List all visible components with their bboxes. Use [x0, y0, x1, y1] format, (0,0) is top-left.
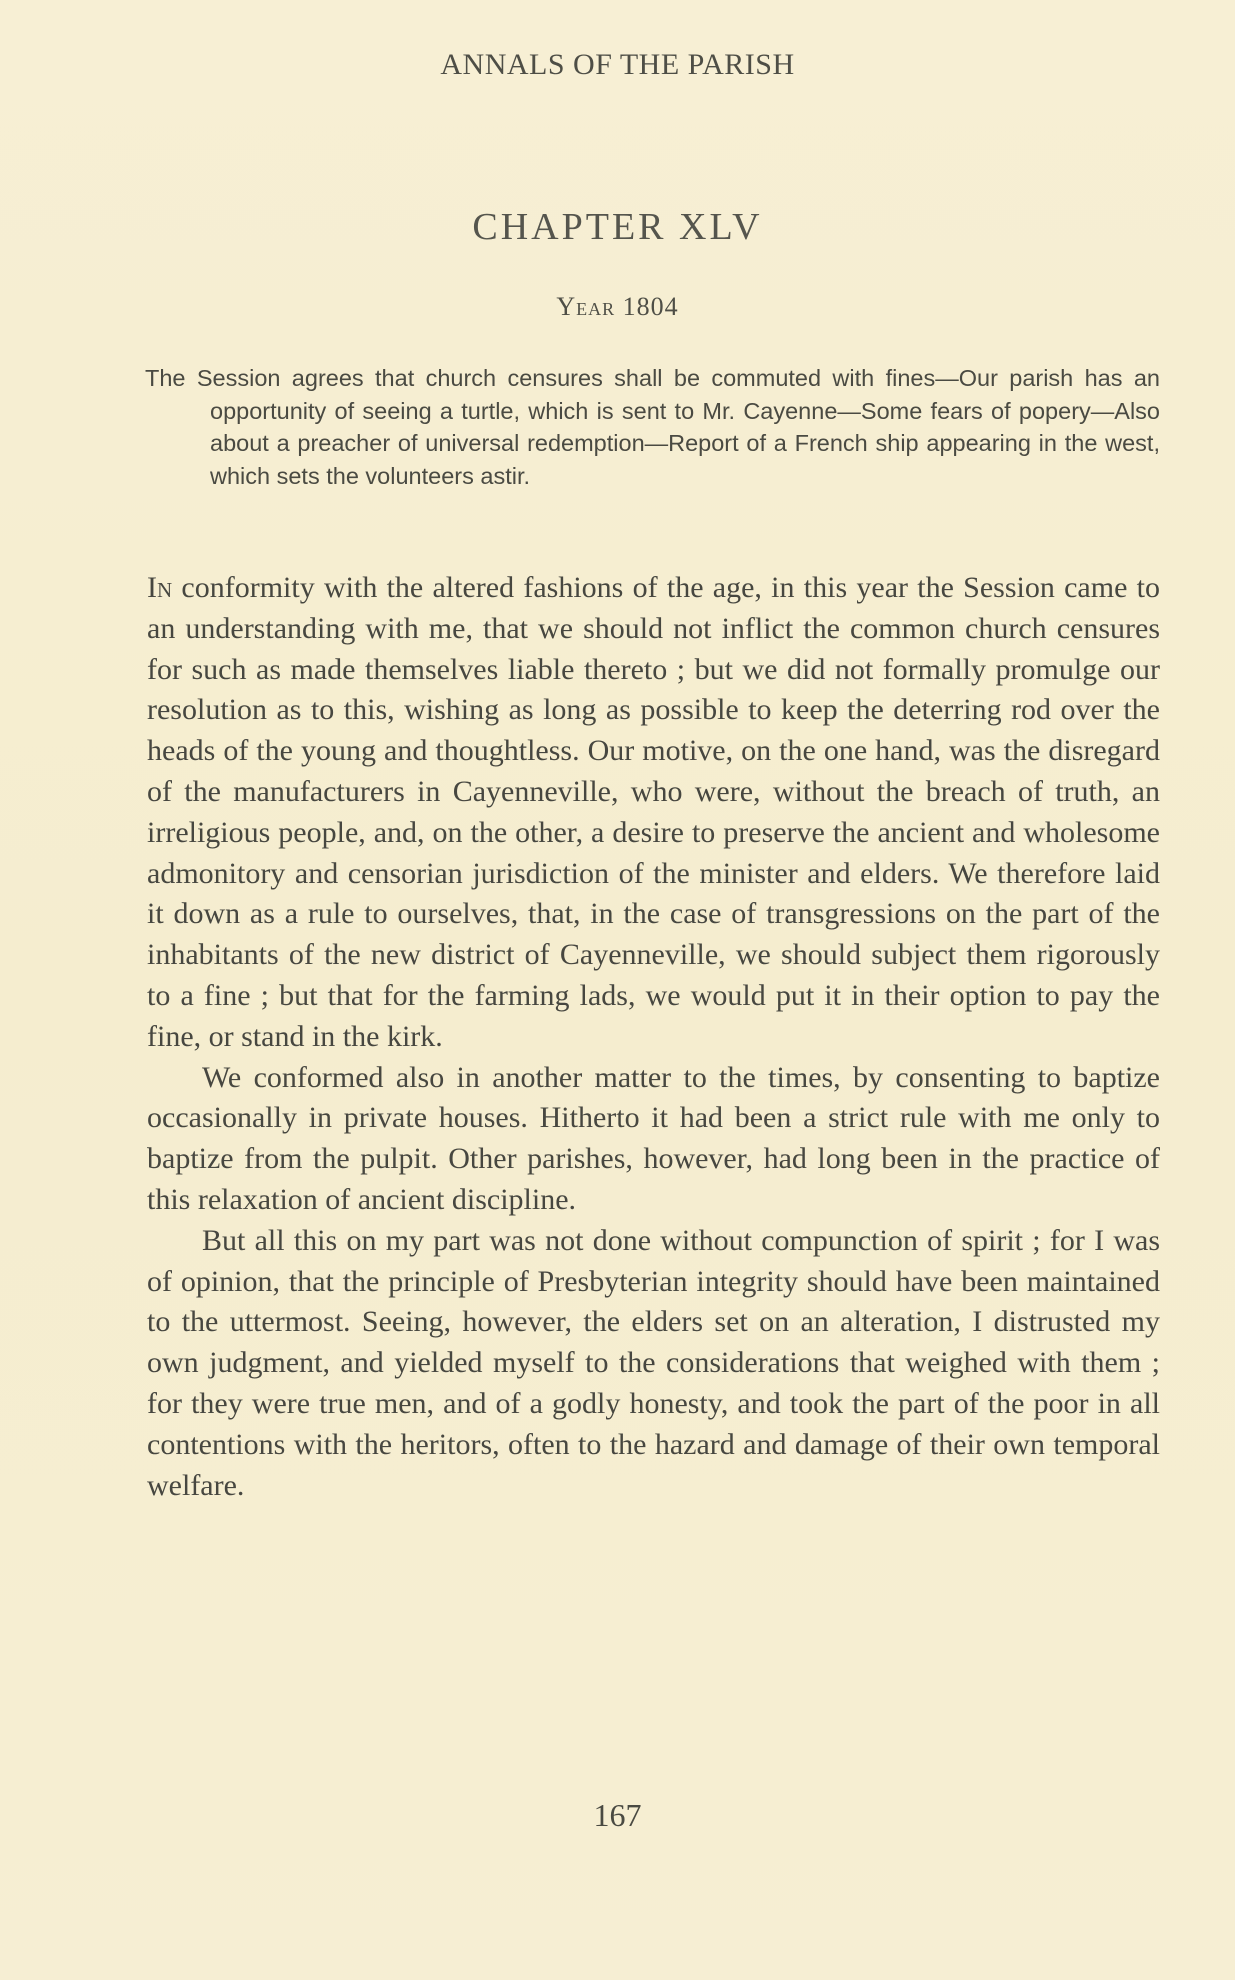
running-head: ANNALS OF THE PARISH: [440, 48, 795, 81]
paragraph-3: But all this on my part was not done without compunction of spirit ; for I was of opinion, that the principle of Presbyterian integrity should have been maintained to the uttermost. Seeing, however, the elders set on an alteration, I distrusted my own judgment, and yielded myself to the considerations that weighed with them ; for they were true men, and of a godly honesty, and took the part of the poor in all contentions with the heritors, often to the hazard and damage of their own temporal welfare.: [147, 1223, 1160, 1502]
year-value: 1804: [622, 292, 679, 321]
page-number: 167: [593, 1797, 642, 1833]
body-text: [147, 568, 1160, 1506]
paragraph-text: conformity with the altered fashions of the age, in this year the Session came to an understanding with me, that we should not inflict the common church censures for such as made themselves liable thereto ; but we did not formally promulge our resolution as to this, wishing as long as possible to keep the deterring rod over the heads of the young and thoughtless. Our motive, on the one hand, was the disregard of the manufacturers in Cayenneville, who were, without the breach of truth, an irreligious people, and, on the other, a desire to preserve the ancient and wholesome admonitory and censorian jurisdiction of the minister and elders. We therefore laid it down as a rule to ourselves, that, in the case of transgressions on the part of the inhabitants of the new district of Cayenneville, we should subject them rigorously to a fine ; but that for the farming lads, we would put it in their option to pay the fine, or stand in the kirk.: [147, 571, 1160, 1053]
chapter-synopsis: The Session agrees that church censures shall be commuted with fines—Our parish has an opportunity of seeing a turtle, which is sent to Mr. Cayenne—Some fears of popery—Also about a preacher of universal redemption—Report of a French ship appearing in the west, which sets the volunteers astir.: [145, 365, 1160, 489]
paragraph-1: [147, 568, 1160, 1058]
year-label: Year: [556, 292, 616, 321]
chapter-title: CHAPTER XLV: [472, 206, 763, 248]
chapter-year: [0, 292, 1235, 322]
paragraph-lead-smallcaps: In: [147, 571, 173, 604]
paragraph-2: We conformed also in another matter to the times, by consenting to baptize occasionally in private houses. Hitherto it had been a strict rule with me only to baptize from the pulpit. Other parishes, however, had long been in the practice of this relaxation of ancient discipline.: [147, 1060, 1160, 1216]
